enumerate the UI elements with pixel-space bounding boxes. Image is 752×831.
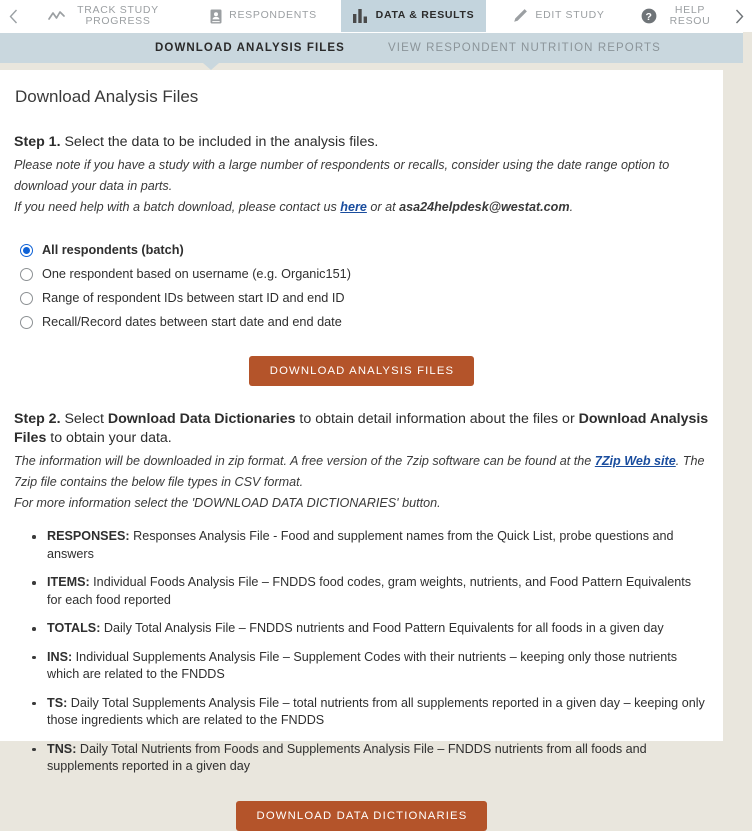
step2-text-c: to obtain detail information about the files or — [295, 411, 579, 427]
download-analysis-files-button-container — [14, 334, 709, 386]
svg-text:?: ? — [645, 10, 653, 23]
nav-tab-respondents[interactable] — [186, 0, 341, 32]
file-type-description: Individual Foods Analysis File – FNDDS food codes, gram weights, nutrients, and Food Pattern Equivalents for each food reported — [47, 575, 691, 607]
analysis-file-types-list — [14, 528, 709, 776]
radio-option-all-respondents[interactable] — [20, 238, 709, 262]
radio-option-label: One respondent based on username (e.g. Organic151) — [42, 267, 351, 281]
download-data-dictionaries-button[interactable]: DOWNLOAD DATA DICTIONARIES — [236, 801, 488, 831]
file-type-code: TNS: — [47, 741, 77, 756]
page-title: Download Analysis Files — [15, 87, 199, 106]
nav-next-arrow-icon[interactable] — [726, 0, 752, 32]
step2-note-post: . The 7zip file contains the below file types in CSV format. — [14, 454, 705, 489]
step1-note-end: . — [569, 200, 574, 214]
nav-tab-edit-study[interactable] — [486, 0, 631, 32]
step1-note-line2 — [14, 197, 709, 218]
subnav-tab-view-respondent-nutrition-reports[interactable]: VIEW RESPONDENT NUTRITION REPORTS — [388, 42, 661, 54]
nav-tab-label: EDIT STUDY — [535, 9, 605, 22]
step2-note-line3: For more information select the 'DOWNLOAD DATA DICTIONARIES' button. — [14, 496, 441, 510]
pencil-icon — [512, 8, 528, 24]
radio-option-one-respondent[interactable] — [20, 262, 709, 286]
radio-button-icon[interactable] — [20, 292, 33, 305]
file-type-description: Daily Total Nutrients from Foods and Supplements Analysis File – FNDDS nutrients from all foods and supplements reported in a given day — [47, 741, 647, 773]
radio-button-icon[interactable] — [20, 244, 33, 257]
step2-text-e: to obtain your data. — [46, 430, 172, 446]
sub-navigation-bar — [0, 33, 743, 63]
subnav-active-pointer-icon — [203, 63, 219, 70]
radio-option-label: All respondents (batch) — [42, 243, 184, 257]
download-analysis-files-button[interactable]: DOWNLOAD ANALYSIS FILES — [249, 356, 474, 386]
list-item — [32, 574, 709, 609]
sevenzip-website-link[interactable]: 7Zip Web site — [594, 454, 676, 468]
file-type-description: Daily Total Analysis File – FNDDS nutrients and Food Pattern Equivalents for all foods in a given day — [100, 621, 664, 635]
nav-tab-label: HELP RESOU — [669, 3, 711, 27]
id-card-icon — [210, 9, 222, 24]
respondent-selection-radio-group — [20, 238, 709, 334]
question-circle-icon — [641, 8, 657, 24]
bar-chart-icon — [353, 9, 369, 23]
file-type-code: INS: — [47, 649, 73, 664]
step1-label: Step 1. — [14, 134, 61, 150]
radio-option-label: Range of respondent IDs between start ID and end ID — [42, 291, 345, 305]
nav-tab-data-and-results[interactable] — [341, 0, 486, 32]
list-item — [32, 620, 709, 638]
file-type-code: TS: — [47, 695, 68, 710]
nav-tab-label: TRACK STUDY PROGRESS — [77, 3, 159, 27]
file-type-description: Responses Analysis File - Food and supplement names from the Quick List, probe questions and answers — [47, 529, 674, 561]
step2-note-line1 — [14, 451, 709, 493]
top-navigation-bar — [0, 0, 743, 33]
list-item — [32, 528, 709, 563]
list-item — [32, 649, 709, 684]
line-chart-icon — [48, 10, 65, 23]
file-type-code: TOTALS: — [47, 621, 101, 635]
step1-note-mid: or at — [366, 200, 400, 214]
list-item — [32, 695, 709, 730]
step1-heading — [14, 133, 709, 152]
file-type-code: ITEMS: — [47, 575, 90, 589]
step1-note-line1: Please note if you have a study with a large number of respondents or recalls, consider using the date range option to download your data in parts. — [14, 158, 670, 193]
download-data-dictionaries-button-container — [14, 787, 709, 831]
step2-bold-analysis-files: Download Analysis Files — [14, 411, 709, 446]
help-here-link[interactable]: here — [340, 200, 367, 214]
nav-tab-track-study-progress[interactable] — [26, 0, 186, 32]
nav-tab-label: DATA & RESULTS — [375, 9, 475, 22]
radio-button-icon[interactable] — [20, 316, 33, 329]
file-type-description: Daily Total Supplements Analysis File – total nutrients from all supplements reported in a given day – keeping only those ingredients which are related to the FNDDS — [47, 695, 705, 727]
nav-tab-help-resources[interactable] — [631, 0, 726, 32]
file-type-description: Individual Supplements Analysis File – Supplement Codes with their nutrients – keeping only those nutrients which are related to the FNDDS — [47, 649, 678, 681]
step2-text-a: Select — [60, 411, 108, 427]
radio-button-icon[interactable] — [20, 268, 33, 281]
helpdesk-email: asa24helpdesk@westat.com — [399, 200, 570, 214]
main-content-card — [0, 70, 723, 822]
step2-heading — [14, 410, 709, 448]
radio-option-recall-dates[interactable] — [20, 310, 709, 334]
list-item — [32, 741, 709, 776]
step1-note-pre: If you need help with a batch download, please contact us — [14, 200, 341, 214]
nav-tab-label: RESPONDENTS — [229, 9, 317, 22]
step2-bold-dictionaries: Download Data Dictionaries — [107, 411, 296, 427]
top-nav-items — [26, 0, 726, 32]
subnav-tab-download-analysis-files[interactable]: DOWNLOAD ANALYSIS FILES — [155, 42, 345, 54]
radio-option-label: Recall/Record dates between start date and end date — [42, 315, 342, 329]
step1-text: Select the data to be included in the analysis files. — [60, 134, 379, 150]
nav-prev-arrow-icon[interactable] — [0, 0, 26, 32]
step2-note-pre: The information will be downloaded in zip format. A free version of the 7zip software can be found at the — [14, 454, 595, 468]
file-type-code: RESPONSES: — [47, 529, 130, 543]
step2-label: Step 2. — [14, 411, 61, 427]
radio-option-range-of-ids[interactable] — [20, 286, 709, 310]
